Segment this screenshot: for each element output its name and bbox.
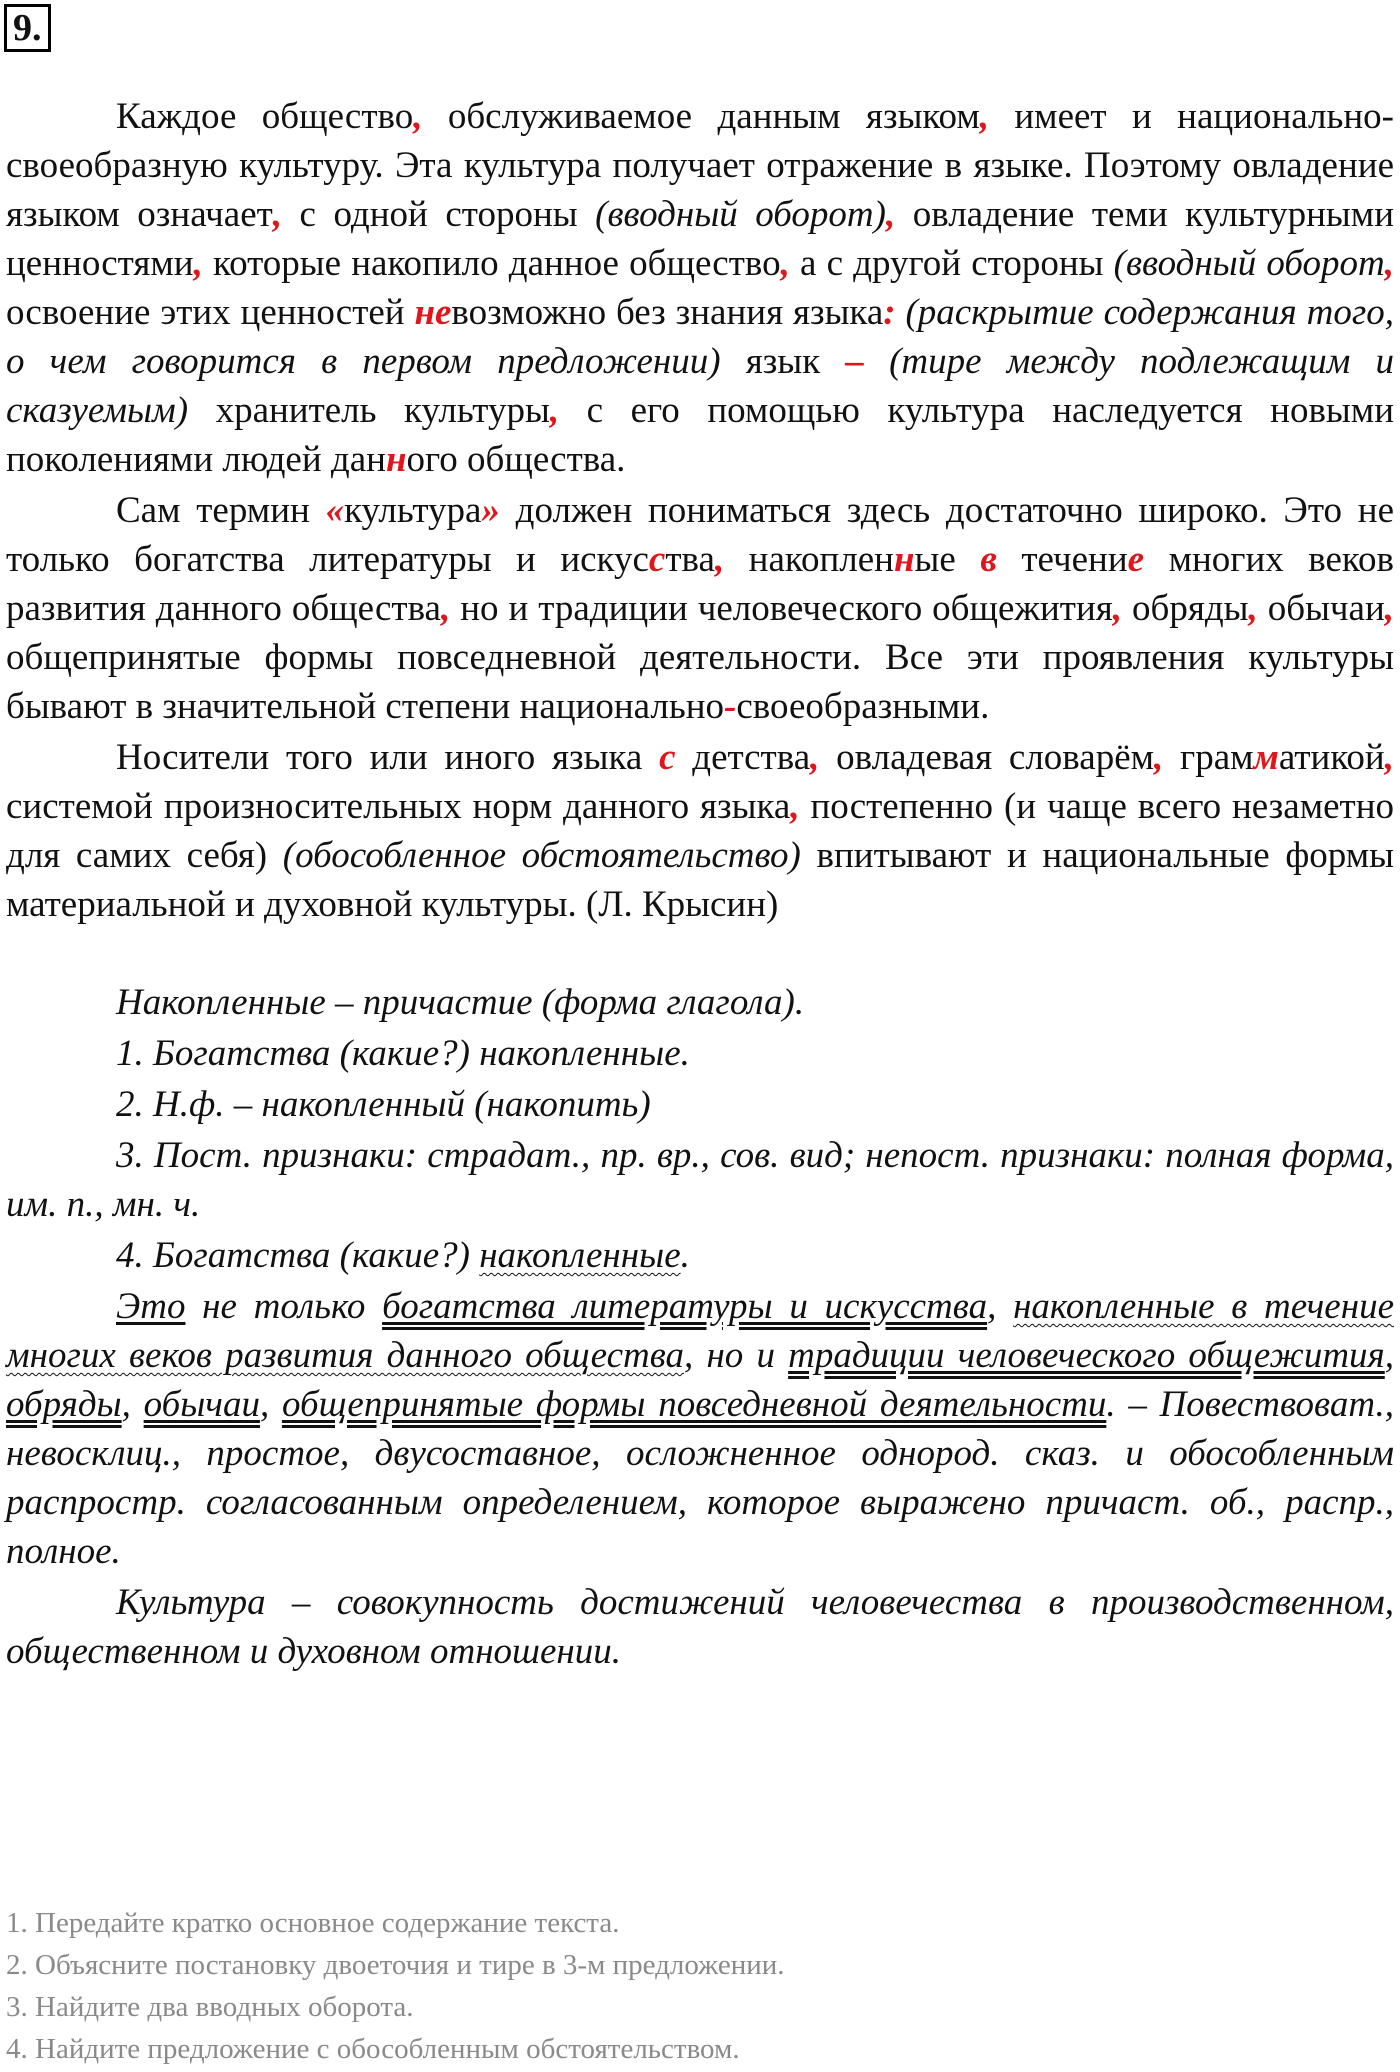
- paragraph-1: Каждое общество, обслуживаемое данным языком, имеет и национально-своеобразную культуру. Эта культура получает отражение в языке. Поэтому овладение языком означает, с одной стороны (вводный оборот), овладение теми культурными ценностями, которые накопило данное общество, а с другой стороны (вводный оборот, освоение этих ценностей невозможно без знания языка: (раскрытие содержания того, о чем говорится в первом предложении) язык – (тире между подлежащим и сказуемым) хранитель культуры, с его помощью культура наследуется новыми поколениями людей данного общества.: [6, 96, 1395, 480]
- note-isolated-circumstance: (обособленное обстоятельство): [282, 835, 801, 876]
- red-comma: ,: [979, 96, 989, 137]
- question-1: 1. Передайте кратко основное содержание текста.: [6, 1907, 620, 1939]
- red-ne: не: [414, 292, 452, 333]
- note-introductory-2: (вводный оборот: [1113, 243, 1385, 284]
- red-dash: –: [845, 341, 864, 382]
- red-comma: ,: [193, 243, 203, 284]
- analysis: [6, 978, 1394, 1676]
- predicate-2: традиции человеческого общежития: [788, 1335, 1385, 1376]
- paragraph-2: Сам термин «культура» должен пониматься здесь достаточно широко. Это не только богатства литературы и искусства, накопленные в течение многих веков развития данного общества, но и традиции человеческого общежития, обряды, обычаи, общепринятые формы повседневной деятельности. Все эти проявления культуры бывают в значительной степени национально-своеобразными.: [6, 490, 1395, 727]
- red-comma: ,: [1384, 243, 1394, 284]
- predicate-4: обычаи: [143, 1384, 260, 1425]
- red-comma: ,: [272, 194, 283, 235]
- participial-phrase: накопленные в течение многих веков развития данного общества: [6, 1286, 1394, 1376]
- analysis-line-3: 2. Н.ф. – накопленный (накопить): [116, 1084, 651, 1125]
- note-colon: (раскрытие содержания того, о чем говорится в первом предложении): [6, 292, 1395, 382]
- exercise-number: 9.: [4, 4, 51, 52]
- red-letter-n: н: [385, 439, 407, 480]
- culture-definition: Культура – совокупность достижений человечества в производственном, общественном и духовном отношении.: [6, 1582, 1394, 1672]
- sentence-parse: Это не только богатства литературы и искусства, накопленные в течение многих веков развития данного общества, но и традиции человеческого общежития, обряды, обычаи, общепринятые формы повседневной деятельности. – Повествоват., невосклиц., простое, двусоставное, осложненное однород. сказ. и обособленным распростр. согласованным определением, которое выражено причаст. об., распр., полное.: [6, 1286, 1394, 1572]
- spacer: [6, 929, 1394, 978]
- analysis-line-2: 1. Богатства (какие?) накопленные.: [116, 1033, 690, 1074]
- questions-list: [6, 1902, 1394, 2070]
- paragraph-3: Носители того или иного языка с детства, овладевая словарём, грамматикой, системой произносительных норм данного языка, постепенно (и чаще всего незаметно для самих себя) (обособленное обстоятельство) впитывают и национальные формы материальной и духовной культуры. (Л. Крысин): [6, 737, 1395, 925]
- red-comma: ,: [413, 96, 423, 137]
- red-comma: ,: [549, 390, 560, 431]
- question-2: 2. Объясните постановку двоеточия и тире в 3-м предложении.: [6, 1949, 785, 1981]
- predicate-5: общепринятые формы повседневной деятельности: [281, 1384, 1107, 1425]
- analysis-line-1: Накопленные – причастие (форма глагола).: [116, 982, 805, 1023]
- predicate-3: обряды: [6, 1384, 122, 1425]
- note-dash: (тире между подлежащим и сказуемым): [6, 341, 1394, 431]
- note-introductory-1: (вводный оборот): [595, 194, 886, 235]
- red-comma: ,: [780, 243, 790, 284]
- exercise-text: [6, 92, 1394, 1676]
- analysis-line-5: 4. Богатства (какие?) накопленные.: [116, 1235, 690, 1276]
- predicate-1: богатства литературы и искусства: [382, 1286, 988, 1327]
- subject: Это: [116, 1286, 186, 1327]
- red-comma: ,: [885, 194, 896, 235]
- question-4: 4. Найдите предложение с обособленным обстоятельством.: [6, 2033, 740, 2065]
- red-colon: :: [883, 292, 896, 333]
- question-3: 3. Найдите два вводных оборота.: [6, 1991, 414, 2023]
- analysis-line-4: 3. Пост. признаки: страдат., пр. вр., сов. вид; непост. признаки: полная форма, им. п., мн. ч.: [6, 1135, 1394, 1225]
